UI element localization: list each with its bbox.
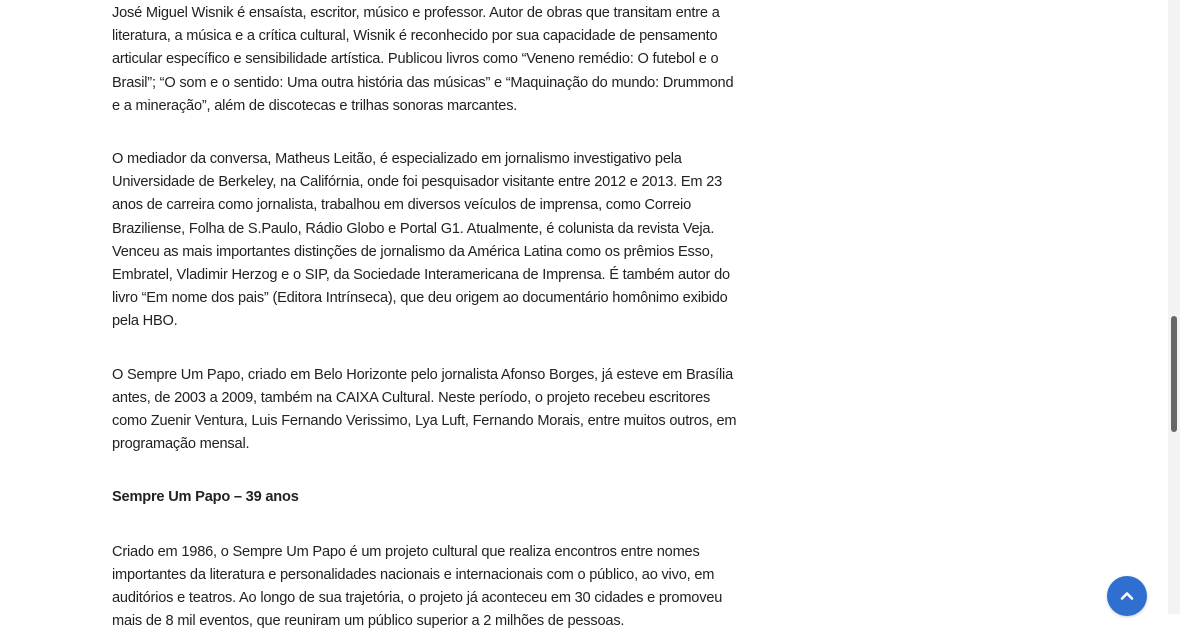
paragraph-mediator: O mediador da conversa, Matheus Leitão, é especializado em jornalismo investigativo pela Universidade de Berkeley, na Califórnia, onde foi pesquisador visitante entre 2012 e 2013. Em 23 anos de carreira como jornalista, trabalhou em diversos veículos de imprensa, como Correio Braziliense, Folha de S.Paulo, Rádio Globo e Portal G1. Atualmente, é colunista da revista Veja. Venceu as mais importantes distinções de jornalismo da América Latina como os prêmios Esso, Embratel, Vladimir Herzog e o SIP, da Sociedade Interamericana de Imprensa. É também autor do livro “Em nome dos pais” (Editora Intrínseca), que deu origem ao documentário homônimo exibido pela HBO. xyxy=(112,151,730,330)
paragraph-history: Criado em 1986, o Sempre Um Papo é um projeto cultural que realiza encontros entre nomes importantes da literatura e personalidades nacionais e internacionais com o público, ao vivo, em auditórios e teatros. Ao longo de sua trajetória, o projeto já aconteceu em 30 cidades e promoveu mais de 8 mil eventos, que reuniram um público superior a 2 milhões de pessoas. xyxy=(112,543,723,630)
paragraph-sempre-um-papo-brasilia: O Sempre Um Papo, criado em Belo Horizonte pelo jornalista Afonso Borges, já esteve em Brasília antes, de 2003 a 2009, também na CAIXA Cultural. Neste período, o projeto recebeu escritores como Zuenir Ventura, Luis Fernando Verissimo, Lya Luft, Fernando Morais, entre muitos outros, em programação mensal. xyxy=(112,366,737,453)
vertical-scrollbar[interactable] xyxy=(1168,0,1180,614)
scrollbar-thumb[interactable] xyxy=(1171,316,1177,432)
back-to-top-button[interactable] xyxy=(1107,576,1147,616)
article-body xyxy=(112,2,742,633)
section-heading: Sempre Um Papo – 39 anos xyxy=(112,489,299,506)
paragraph-wisnik: José Miguel Wisnik é ensaísta, escritor, músico e professor. Autor de obras que transitam entre a literatura, a música e a crítica cultural, Wisnik é reconhecido por sua capacidade de pensamento articular específico e sensibilidade artística. Publicou livros como “Veneno remédio: O futebol e o Brasil”; “O som e o sentido: Uma outra história das músicas” e “Maquinação do mundo: Drummond e a mineração”, além de discotecas e trilhas sonoras marcantes. xyxy=(112,5,734,114)
chevron-up-icon xyxy=(1119,588,1135,604)
